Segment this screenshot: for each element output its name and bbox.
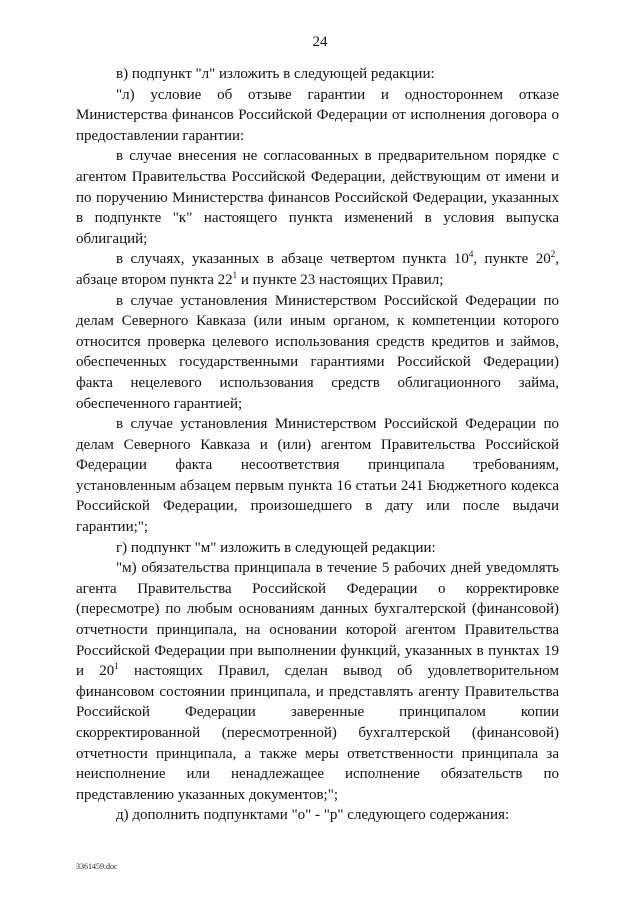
m-text-2: настоящих Правил, сделан вывод об удовлетворительном финансовом состоянии принципала, и представлять агенту Правительства Российской Федерации заверенные принципалом копии скорректированной (пересмотренной) бухгалтерской (финансовой) отчетности принципала, а также меры ответственности принципала за неисполнение или ненадлежащее исполнение обязательств по представлению указанных документов;";	[76, 663, 559, 803]
ref-text-2: , пункте 20	[473, 251, 551, 268]
ref-sup-1: 4	[468, 249, 474, 260]
ref-sup-2: 2	[550, 249, 556, 260]
paragraph-subitem-l: "л) условие об отзыве гарантии и одностороннем отказе Министерства финансов Российской Федерации от исполнения договора о предоставлении гарантии:	[76, 86, 559, 144]
page-number: 24	[312, 34, 328, 50]
ref-text-1: в случаях, указанных в абзаце четвертом пункта 10	[116, 251, 469, 268]
paragraph-case-changes: в случае внесения не согласованных в предварительном порядке с агентом Правительства Российской Федерации, действующим от имени и по поручению Министерства финансов Российской Федерации, указанных в подпункте "к" настоящего пункта изменений в условия выпуска облигаций;	[76, 148, 559, 247]
paragraph-intro-m: г) подпункт "м" изложить в следующей редакции:	[116, 539, 436, 556]
paragraph-subitem-m	[76, 558, 559, 805]
paragraph-intro-o-r: д) дополнить подпунктами "о" - "р" следующего содержания:	[116, 807, 510, 824]
m-text-1: "м) обязательства принципала в течение 5 рабочих дней уведомлять агента Правительства Российской Федерации о корректировке (пересмотре) по любым основаниям данных бухгалтерской (финансовой) отчетности принципала, на основании которой агентом Правительства Российской Федерации при выполнении функций, указанных в пунктах 19 и 20	[76, 560, 559, 680]
footer-doc-code: 3361459.doc	[76, 862, 118, 871]
ref-text-3: , абзаце втором пункта 22	[76, 251, 560, 288]
document-body	[76, 64, 559, 826]
m-sup-1: 1	[114, 661, 119, 672]
paragraph-intro-l: в) подпункт "л" изложить в следующей редакции:	[116, 66, 435, 82]
paragraph-case-misuse: в случае установления Министерством Российской Федерации по делам Северного Кавказа (или иным органом, к компетенции которого относится проверка целевого использования средств кредитов и займов, обеспеченных государственными гарантиями Российской Федерации) факта нецелевого использования средств облигационного займа, обеспеченного гарантией;	[76, 292, 559, 412]
paragraph-case-noncompliance: в случае установления Министерством Российской Федерации по делам Северного Кавказа и (или) агентом Правительства Российской Федерации факта несоответствия принципала требованиям, установленным абзацем первым пункта 16 статьи 241 Бюджетного кодекса Российской Федерации, произошедшего в дату или после выдачи гарантии;";	[76, 416, 559, 536]
paragraph-case-references	[76, 249, 559, 290]
ref-text-4: и пункте 23 настоящих Правил;	[237, 271, 444, 288]
ref-sup-3: 1	[232, 269, 238, 280]
